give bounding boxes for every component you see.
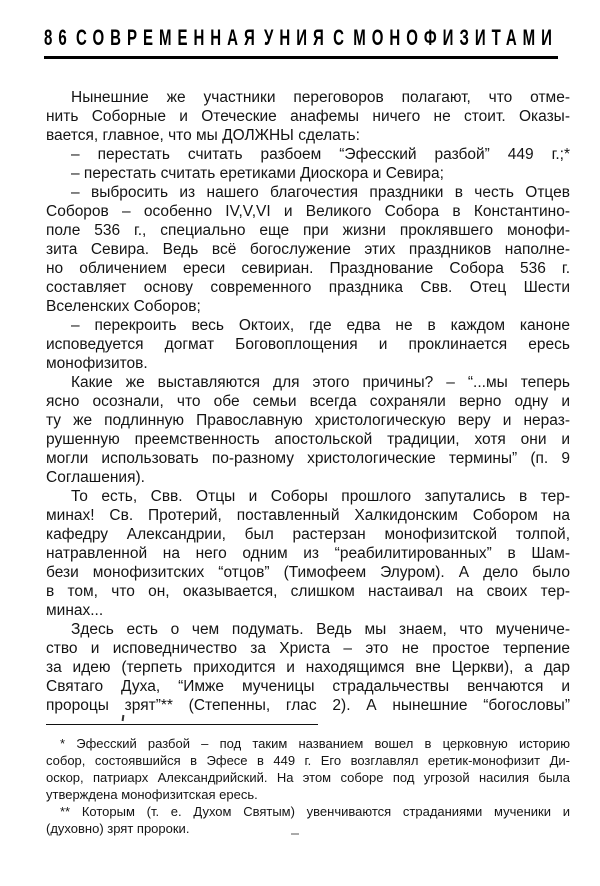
text-line: за идею (терпеть приходится и находящимся вне Церкви), а дар bbox=[46, 659, 570, 676]
paragraph bbox=[46, 145, 570, 164]
text-line: утверждена монофизитская ересь. bbox=[46, 787, 258, 802]
footnotes bbox=[46, 735, 570, 837]
text-line: Какие же выставляются для этого причины? – “...мы теперь bbox=[71, 374, 570, 391]
paragraph bbox=[46, 88, 570, 145]
header-title-word: С bbox=[333, 25, 350, 51]
text-line: * Эфесский разбой – под таким названием вошел в церковную историю bbox=[60, 736, 570, 751]
text-line: Соглашения). bbox=[46, 469, 145, 486]
footnote bbox=[46, 803, 570, 837]
text-line: но обличением ереси севириан. Празднование Собора 536 г. bbox=[46, 260, 570, 277]
text-line: минах... bbox=[46, 602, 104, 619]
text-line: поле 536 г., специально еще при жизни проклявшего монофи- bbox=[46, 222, 570, 239]
page-number: 86 bbox=[44, 25, 73, 51]
header-rule bbox=[44, 56, 558, 59]
text-line: Нынешние же участники переговоров полагают, что отме- bbox=[71, 89, 570, 106]
text-line: зита Севира. Ведь всё богослужение этих праздников наполне- bbox=[46, 241, 570, 258]
paragraph bbox=[46, 183, 570, 316]
text-line: оскор, патриарх Александрийский. На этом соборе под угрозой насилия была bbox=[46, 770, 570, 785]
header-title-word: УНИЯ bbox=[264, 25, 330, 51]
footnote bbox=[46, 735, 570, 803]
scan-artifact-dash bbox=[291, 833, 299, 835]
text-line: Здесь есть о чем подумать. Ведь мы знаем, что мучениче- bbox=[71, 621, 570, 638]
header-title-word: СОВРЕМЕННАЯ bbox=[75, 25, 261, 51]
text-line: ** Которым (т. е. Духом Святым) увенчиваются страданиями мученики и bbox=[60, 804, 570, 819]
text-line: То есть, Свв. Отцы и Соборы прошлого запутались в тер- bbox=[71, 488, 570, 505]
text-line: (духовно) зрят пророки. bbox=[46, 821, 190, 836]
text-line: ство и исповедничество за Христа – это не простое терпение bbox=[46, 640, 570, 657]
header-row bbox=[44, 25, 558, 51]
paragraph bbox=[46, 164, 570, 183]
text-line: составляет основу современного праздника Свв. Отец Шести bbox=[46, 279, 570, 296]
text-line: монофизитов. bbox=[46, 355, 148, 372]
text-line: вается, главное, что мы ДОЛЖНЫ сделать: bbox=[46, 127, 360, 144]
text-line: собор, состоявшийся в Эфесе в 449 г. Его возглавлял еретик-монофизит Ди- bbox=[46, 753, 570, 768]
paragraph bbox=[46, 487, 570, 620]
text-line: – перекроить весь Октоих, где едва не в каждом каноне bbox=[71, 317, 570, 334]
text-line: – перестать считать еретиками Диоскора и Севира; bbox=[71, 165, 444, 182]
paragraph bbox=[46, 316, 570, 373]
page-header bbox=[44, 25, 558, 59]
paragraph bbox=[46, 620, 570, 715]
text-line: рушенную преемственность апостольской традиции, хотя они и bbox=[46, 431, 570, 448]
text-line: Вселенских Соборов; bbox=[46, 298, 201, 315]
text-line: минах! Св. Протерий, поставленный Халкидонским Собором на bbox=[46, 507, 570, 524]
scan-artifact-tick bbox=[122, 715, 125, 721]
text-line: в том, что он, оказывается, слишком настаивал на своих тер- bbox=[46, 583, 570, 600]
text-line: ту же подлинную Православную христологическую веру и нераз- bbox=[46, 412, 570, 429]
text-line: нить Соборные и Отеческие анафемы ничего не стоит. Оказы- bbox=[46, 108, 570, 125]
footnote-separator bbox=[46, 724, 318, 725]
paragraph bbox=[46, 373, 570, 487]
text-line: натравленной на него одним из “реабилитированных” в Шам- bbox=[46, 545, 570, 562]
body-text bbox=[46, 88, 570, 715]
text-line: кафедру Александрии, был растерзан монофизитской толпой, bbox=[46, 526, 570, 543]
text-line: пророцы зрят”** (Степенны, глас 2). А нынешние “богословы” bbox=[46, 697, 570, 714]
text-line: Святаго Духа, “Имже мученицы страдальчествы венчаются и bbox=[46, 678, 570, 695]
text-line: могли использовать по-разному христологические термины” (п. 9 bbox=[46, 450, 570, 467]
text-line: исповедуется догмат Боговоплощения и проклинается ересь bbox=[46, 336, 570, 353]
text-line: – выбросить из нашего благочестия праздники в честь Отцев bbox=[71, 184, 570, 201]
text-line: Соборов – особенно IV,V,VI и Великого Собора в Константино- bbox=[46, 203, 570, 220]
header-title-word: МОНОФИЗИТАМИ bbox=[353, 25, 558, 51]
text-line: – перестать считать разбоем “Эфесский разбой” 449 г.;* bbox=[71, 146, 570, 163]
text-line: ясно осознали, что обе семьи всегда сохраняли верно одну и bbox=[46, 393, 570, 410]
text-line: бези монофизитских “отцов” (Тимофеем Элуром). А дело было bbox=[46, 564, 570, 581]
